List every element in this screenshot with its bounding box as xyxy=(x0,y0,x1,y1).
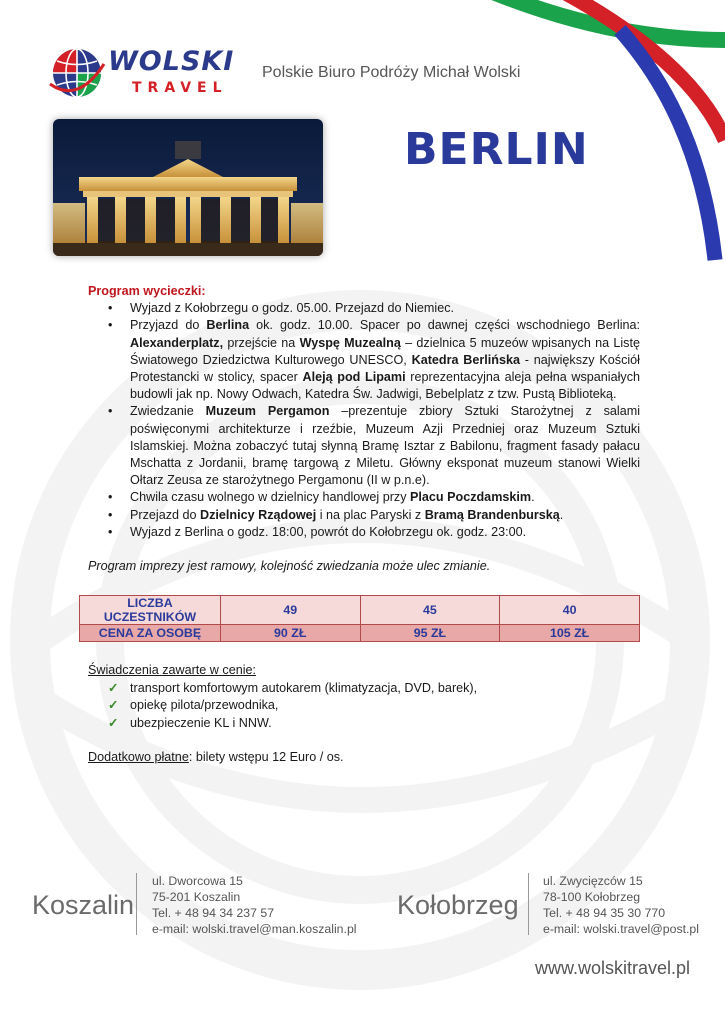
extra-costs-label: Dodatkowo płatne xyxy=(88,750,189,765)
list-item: ✓ transport komfortowym autokarem (klimatyzacja, DVD, barek), xyxy=(130,680,648,698)
list-item: ✓ opiekę pilota/przewodnika, xyxy=(130,697,648,715)
price-cell: 105 ZŁ xyxy=(500,625,640,642)
brandenburg-gate-photo xyxy=(53,119,323,256)
checkmark-icon: ✓ xyxy=(108,698,119,713)
divider xyxy=(136,873,137,935)
extra-costs xyxy=(88,749,648,767)
koszalin-city: Koszalin xyxy=(32,890,135,920)
koszalin-email[interactable]: e-mail: wolski.travel@man.koszalin.pl xyxy=(152,922,357,936)
checkmark-icon: ✓ xyxy=(108,715,119,730)
program-item: • Przyjazd do Berlina ok. godz. 10.00. Spacer po dawnej części wschodniego Berlina: Alexanderplatz, przejście na Wyspę Muzealną – dzielnica 5 muzeów wpisanych na Listę Światowego Dziedzictwa Kulturowego UNESCO, Katedra Berlińska - największy Kościół Protestancki w stolicy, spacer Aleją pod Lipami reprezentacyjna aleja pełna wspaniałych budowli jak np. Nowy Odwach, Katedra Św. Jadwigi, Bebelplatz z tzw. Pustą Biblioteką. xyxy=(130,317,640,403)
program-item: • Wyjazd z Kołobrzegu o godz. 05.00. Przejazd do Niemiec. xyxy=(130,300,640,317)
participants-cell: 40 xyxy=(500,596,640,625)
price-cell: 90 ZŁ xyxy=(220,625,360,642)
checkmark-icon: ✓ xyxy=(108,680,119,695)
program-section xyxy=(88,283,640,575)
extra-costs-text: : bilety wstępu 12 Euro / os. xyxy=(188,750,344,765)
participants-row xyxy=(80,596,640,625)
page-title: BERLIN xyxy=(404,124,589,175)
list-item: ✓ ubezpieczenie KL i NNW. xyxy=(130,715,648,733)
logo-subtitle: TRAVEL xyxy=(132,80,228,96)
program-item: • Wyjazd z Berlina o godz. 18:00, powrót do Kołobrzegu ok. godz. 23:00. xyxy=(130,524,640,541)
included-list xyxy=(88,680,648,733)
kolobrzeg-address: ul. Zwycięzców 15 78-100 Kołobrzeg Tel. + 48 94 35 30 770 e-mail: wolski.travel@post.pl xyxy=(543,874,699,936)
divider xyxy=(528,873,529,935)
included-title: Świadczenia zawarte w cenie: xyxy=(88,663,256,677)
program-list xyxy=(88,300,640,541)
logo-wordmark: WOLSKI xyxy=(108,46,235,77)
kolobrzeg-email[interactable]: e-mail: wolski.travel@post.pl xyxy=(543,922,699,936)
participants-cell: 49 xyxy=(220,596,360,625)
koszalin-address: ul. Dworcowa 15 75-201 Koszalin Tel. + 48 94 34 237 57 e-mail: wolski.travel@man.koszalin.pl xyxy=(152,874,357,936)
program-note: Program imprezy jest ramowy, kolejność zwiedzania może ulec zmianie. xyxy=(88,559,491,574)
participants-label: LICZBA UCZESTNIKÓW xyxy=(80,596,221,625)
kolobrzeg-city: Kołobrzeg xyxy=(397,890,519,920)
included-section xyxy=(88,662,648,767)
program-item: • Chwila czasu wolnego w dzielnicy handlowej przy Placu Poczdamskim. xyxy=(130,489,640,506)
globe-icon xyxy=(48,44,106,102)
price-cell: 95 ZŁ xyxy=(360,625,500,642)
program-item: • Przejazd do Dzielnicy Rządowej i na plac Paryski z Bramą Brandenburską. xyxy=(130,507,640,524)
price-table xyxy=(79,595,640,642)
program-item: • Zwiedzanie Muzeum Pergamon –prezentuje zbiory Sztuki Starożytnej z salami poświęconymi architekturze i rzeźbie, Muzeum Azji Przedniej oraz Muzeum Sztuki Islamskiej. Można zobaczyć tutaj słynną Bramę Isztar z Babilonu, fragment fasady pałacu Mschatta z Jordanii, bramę targową z Miletu. Główny eksponat muzeum stanowi Wielki Ołtarz Zeusa ze starożytnego Pergamonu (II w p.n.e). xyxy=(130,403,640,489)
company-logo xyxy=(48,42,238,104)
program-title: Program wycieczki: xyxy=(88,284,206,298)
agency-tagline: Polskie Biuro Podróży Michał Wolski xyxy=(262,64,521,81)
price-row xyxy=(80,625,640,642)
participants-cell: 45 xyxy=(360,596,500,625)
price-label: CENA ZA OSOBĘ xyxy=(80,625,221,642)
website-link[interactable]: www.wolskitravel.pl xyxy=(535,958,691,978)
